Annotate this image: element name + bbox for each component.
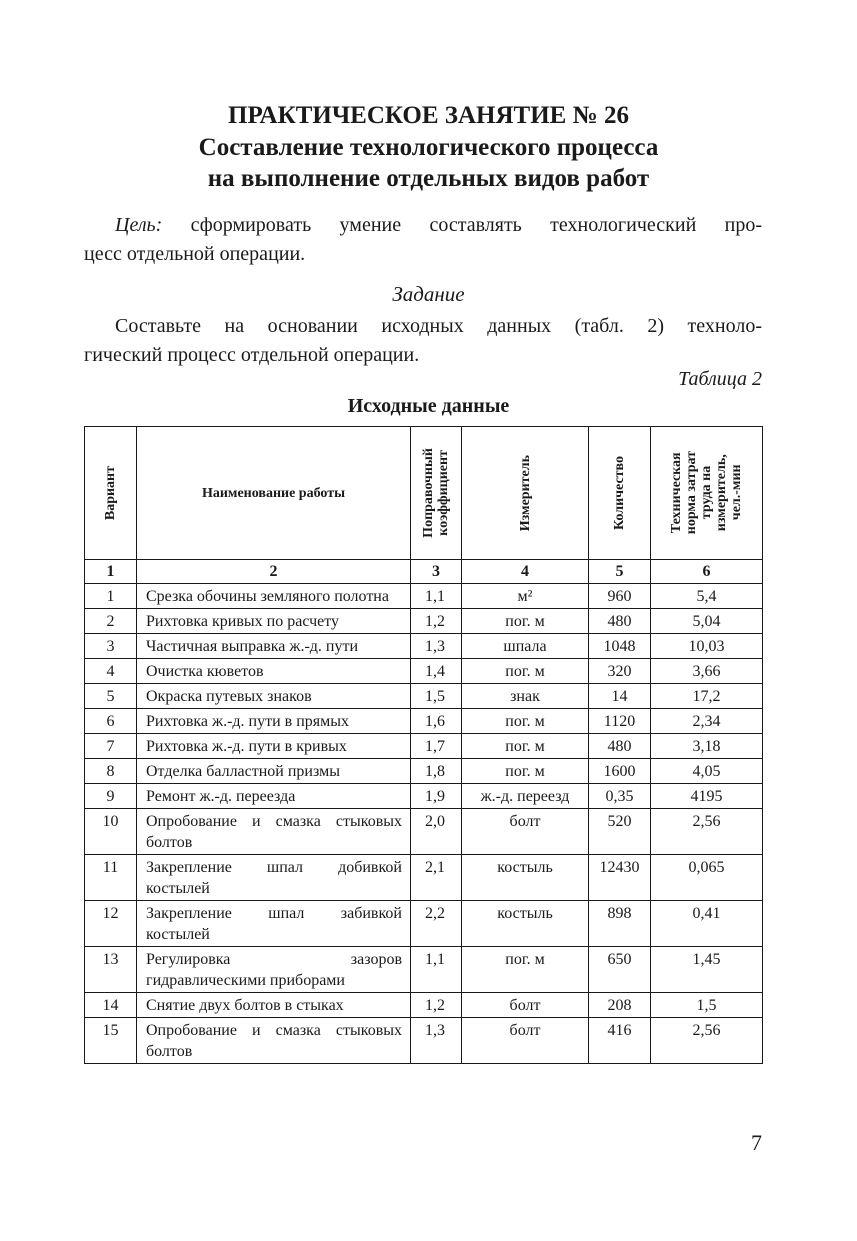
cell-unit: болт [462,993,589,1018]
column-number-row [85,560,763,584]
cell-work-name: Опробование и смазка стыковых болтов [137,809,411,855]
goal-text-1: сформировать умение составлять технологический про- [162,214,762,236]
cell-labor-norm: 0,41 [651,901,763,947]
cell-work-name: Срезка обочины земляного полотна [137,584,411,609]
table-row [85,609,763,634]
cell-quantity: 480 [589,609,651,634]
cell-labor-norm: 4,05 [651,759,763,784]
cell-variant: 13 [85,947,137,993]
cell-variant: 15 [85,1018,137,1064]
cell-labor-norm: 2,56 [651,809,763,855]
table-row [85,784,763,809]
cell-quantity: 520 [589,809,651,855]
lesson-number-heading: ПРАКТИЧЕСКОЕ ЗАНЯТИЕ № 26 [228,102,629,129]
cell-labor-norm: 3,66 [651,659,763,684]
cell-variant: 10 [85,809,137,855]
table-row [85,809,763,855]
cell-work-name: Ремонт ж.-д. переезда [137,784,411,809]
table-row [85,684,763,709]
cell-quantity: 898 [589,901,651,947]
cell-labor-norm: 17,2 [651,684,763,709]
task-title: Задание [392,282,465,306]
header-correction-coefficient: Поправочный коэффициент [411,427,462,560]
table-number-label: Таблица 2 [678,368,762,390]
cell-coefficient: 1,2 [411,609,462,634]
cell-coefficient: 2,0 [411,809,462,855]
goal-line-1 [84,211,762,240]
cell-quantity: 1048 [589,634,651,659]
cell-quantity: 14 [589,684,651,709]
cell-variant: 4 [85,659,137,684]
table-row [85,759,763,784]
cell-coefficient: 1,6 [411,709,462,734]
cell-coefficient: 1,8 [411,759,462,784]
table-title: Исходные данные [347,395,510,417]
cell-work-name: Рихтовка ж.-д. пути в кривых [137,734,411,759]
cell-quantity: 0,35 [589,784,651,809]
cell-unit: пог. м [462,734,589,759]
cell-unit: м² [462,584,589,609]
cell-unit: костыль [462,901,589,947]
cell-quantity: 320 [589,659,651,684]
cell-variant: 5 [85,684,137,709]
header-quantity: Количество [589,427,651,560]
cell-work-name: Отделка балластной призмы [137,759,411,784]
cell-unit: болт [462,1018,589,1064]
table-row [85,584,763,609]
cell-coefficient: 1,9 [411,784,462,809]
column-number: 3 [411,560,462,584]
cell-labor-norm: 4195 [651,784,763,809]
cell-unit: шпала [462,634,589,659]
cell-coefficient: 1,5 [411,684,462,709]
cell-coefficient: 1,2 [411,993,462,1018]
header-variant: Вариант [85,427,137,560]
cell-work-name: Регулировка зазоров гидравлическими приборами [137,947,411,993]
cell-unit: ж.-д. переезд [462,784,589,809]
cell-quantity: 650 [589,947,651,993]
task-text-2: гический процесс отдельной операции. [84,344,420,366]
cell-unit: пог. м [462,947,589,993]
cell-work-name: Рихтовка кривых по расчету [137,609,411,634]
table-row [85,901,763,947]
cell-unit: пог. м [462,659,589,684]
cell-work-name: Рихтовка ж.-д. пути в прямых [137,709,411,734]
cell-variant: 11 [85,855,137,901]
table-row [85,734,763,759]
cell-unit: пог. м [462,709,589,734]
table-header-row [85,427,763,560]
cell-variant: 8 [85,759,137,784]
cell-labor-norm: 5,04 [651,609,763,634]
cell-unit: пог. м [462,759,589,784]
task-paragraph [84,312,762,370]
source-data-table [84,426,763,1064]
table-row [85,634,763,659]
cell-variant: 9 [85,784,137,809]
goal-label: Цель: [115,214,163,236]
cell-unit: болт [462,809,589,855]
cell-work-name: Опробование и смазка стыковых болтов [137,1018,411,1064]
cell-unit: костыль [462,855,589,901]
cell-variant: 14 [85,993,137,1018]
table-row [85,1018,763,1064]
cell-work-name: Очистка кюветов [137,659,411,684]
header-work-name: Наименование работы [137,427,411,560]
cell-variant: 12 [85,901,137,947]
cell-work-name: Закрепление шпал забивкой костылей [137,901,411,947]
cell-coefficient: 1,1 [411,947,462,993]
cell-work-name: Частичная выправка ж.-д. пути [137,634,411,659]
cell-variant: 1 [85,584,137,609]
table-row [85,709,763,734]
goal-paragraph [84,211,762,269]
cell-coefficient: 1,4 [411,659,462,684]
table-row [85,855,763,901]
header-unit: Измеритель [462,427,589,560]
cell-coefficient: 1,3 [411,634,462,659]
column-number: 1 [85,560,137,584]
cell-labor-norm: 3,18 [651,734,763,759]
cell-variant: 3 [85,634,137,659]
cell-quantity: 1600 [589,759,651,784]
cell-labor-norm: 1,45 [651,947,763,993]
cell-coefficient: 1,1 [411,584,462,609]
cell-coefficient: 1,7 [411,734,462,759]
cell-variant: 6 [85,709,137,734]
goal-text-2: цесс отдельной операции. [84,243,306,265]
cell-unit: знак [462,684,589,709]
cell-quantity: 208 [589,993,651,1018]
lesson-title-line-1: Составление технологического процесса [198,134,659,161]
column-number: 2 [137,560,411,584]
column-number: 4 [462,560,589,584]
cell-labor-norm: 2,34 [651,709,763,734]
table-row [85,947,763,993]
table-row [85,993,763,1018]
cell-labor-norm: 2,56 [651,1018,763,1064]
cell-quantity: 480 [589,734,651,759]
cell-quantity: 416 [589,1018,651,1064]
cell-variant: 7 [85,734,137,759]
lesson-title-line-2: на выполнение отдельных видов работ [207,165,650,192]
cell-quantity: 1120 [589,709,651,734]
cell-labor-norm: 0,065 [651,855,763,901]
cell-labor-norm: 5,4 [651,584,763,609]
cell-work-name: Снятие двух болтов в стыках [137,993,411,1018]
cell-coefficient: 2,1 [411,855,462,901]
table-row [85,659,763,684]
cell-quantity: 960 [589,584,651,609]
cell-work-name: Окраска путевых знаков [137,684,411,709]
header-labor-norm: Техническая норма затрат труда на измеритель, чел.-мин [651,427,763,560]
cell-variant: 2 [85,609,137,634]
page-number: 7 [751,1130,762,1155]
cell-labor-norm: 10,03 [651,634,763,659]
task-text-1: Составьте на основании исходных данных (табл. 2) техноло- [115,315,762,337]
column-number: 5 [589,560,651,584]
cell-quantity: 12430 [589,855,651,901]
cell-coefficient: 2,2 [411,901,462,947]
cell-work-name: Закрепление шпал добивкой костылей [137,855,411,901]
cell-coefficient: 1,3 [411,1018,462,1064]
cell-unit: пог. м [462,609,589,634]
cell-labor-norm: 1,5 [651,993,763,1018]
column-number: 6 [651,560,763,584]
